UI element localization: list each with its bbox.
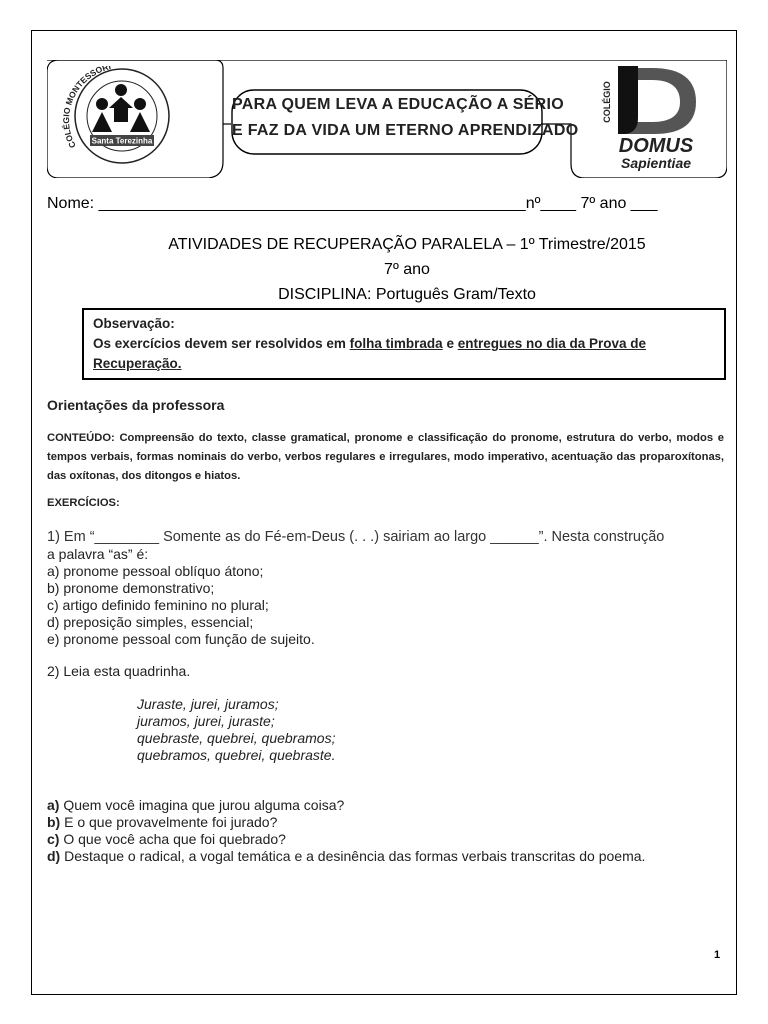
poem-line-3: quebraste, quebrei, quebramos; (137, 730, 336, 746)
poem (137, 696, 335, 764)
name-line: Nome: ________________________________________________nº____ 7º ano ___ (47, 195, 658, 212)
poem-line-4: quebramos, quebrei, quebraste. (137, 747, 336, 763)
title-block (47, 232, 767, 307)
page-number: 1 (714, 949, 721, 961)
poem-line-1: Juraste, jurei, juramos; (137, 696, 279, 712)
domus-logo (596, 62, 714, 172)
item-text: O que você acha que foi quebrado? (59, 831, 286, 847)
conteudo-paragraph: CONTEÚDO: Compreensão do texto, classe gramatical, pronome e classificação do pronome, estrutura do verbo, modos e tempos verbais, formas nominais do verbo, verbos regulares e irregulares, modo imperativo, acentuação das proparoxítonas, das oxítonas, dos ditongos e hiatos. (47, 432, 724, 482)
question-1-prompt-line-2: a palavra “as” é: (47, 546, 149, 562)
orientacoes-heading: Orientações da professora (47, 397, 225, 413)
observation-folha-timbrada: folha timbrada (349, 336, 443, 351)
item-letter: d) (47, 848, 61, 864)
question-1-option-b: b) pronome demonstrativo; (47, 580, 215, 596)
observation-label: Observação: (93, 316, 175, 331)
item-text: Quem você imagina que jurou alguma coisa? (59, 797, 345, 813)
item-letter: c) (47, 831, 60, 847)
montessori-logo (54, 66, 184, 166)
domus-name: DOMUS (618, 135, 694, 157)
question-1-option-e: e) pronome pessoal com função de sujeito. (47, 631, 315, 647)
observation-recuperacao: Recuperação. (93, 356, 182, 371)
title-line-2: 7º ano (384, 261, 430, 278)
question-2-item-a (47, 797, 645, 814)
observation-text-part1: Os exercícios devem ser resolvidos em (93, 336, 346, 351)
observation-box (82, 308, 726, 380)
question-1-option-c: c) artigo definido feminino no plural; (47, 597, 269, 613)
domus-vertical-text: COLÉGIO (602, 81, 612, 123)
montessori-arc-text: COLÉGIO MONTESSORI (61, 66, 112, 150)
question-1 (47, 529, 664, 648)
slogan-line-1: PARA QUEM LEVA A EDUCAÇÃO A SÉRIO (232, 96, 564, 113)
item-letter: a) (47, 797, 60, 813)
exercicios-label: EXERCÍCIOS: (47, 497, 120, 509)
montessori-banner-text: Santa Terezinha (91, 136, 153, 146)
question-1-option-a: a) pronome pessoal oblíquo átono; (47, 563, 264, 579)
question-2-items (47, 797, 645, 865)
question-1-option-d: d) preposição simples, essencial; (47, 614, 254, 630)
question-2-item-c (47, 831, 645, 848)
slogan (232, 92, 579, 144)
item-text: E o que provavelmente foi jurado? (60, 814, 278, 830)
question-2-prompt: 2) Leia esta quadrinha. (47, 663, 191, 679)
title-line-1: ATIVIDADES DE RECUPERAÇÃO PARALELA – 1º Trimestre/2015 (168, 236, 646, 253)
domus-sub: Sapientiae (620, 155, 692, 171)
title-line-3: DISCIPLINA: Português Gram/Texto (278, 286, 536, 303)
question-1-prompt-line-1: 1) Em “________ Somente as do Fé-em-Deus (. . .) sairiam ao largo ______”. Nesta construção (47, 529, 665, 545)
question-2-item-d (47, 848, 645, 865)
observation-text-part2: e (446, 336, 454, 351)
slogan-line-2: E FAZ DA VIDA UM ETERNO APRENDIZADO (232, 122, 579, 139)
item-letter: b) (47, 814, 61, 830)
poem-line-2: juramos, jurei, juraste; (137, 713, 275, 729)
observation-entregues: entregues no dia da Prova de (457, 336, 647, 351)
item-text: Destaque o radical, a vogal temática e a desinência das formas verbais transcritas do poema. (60, 848, 646, 864)
observation-text (93, 334, 718, 354)
question-2-item-b (47, 814, 645, 831)
